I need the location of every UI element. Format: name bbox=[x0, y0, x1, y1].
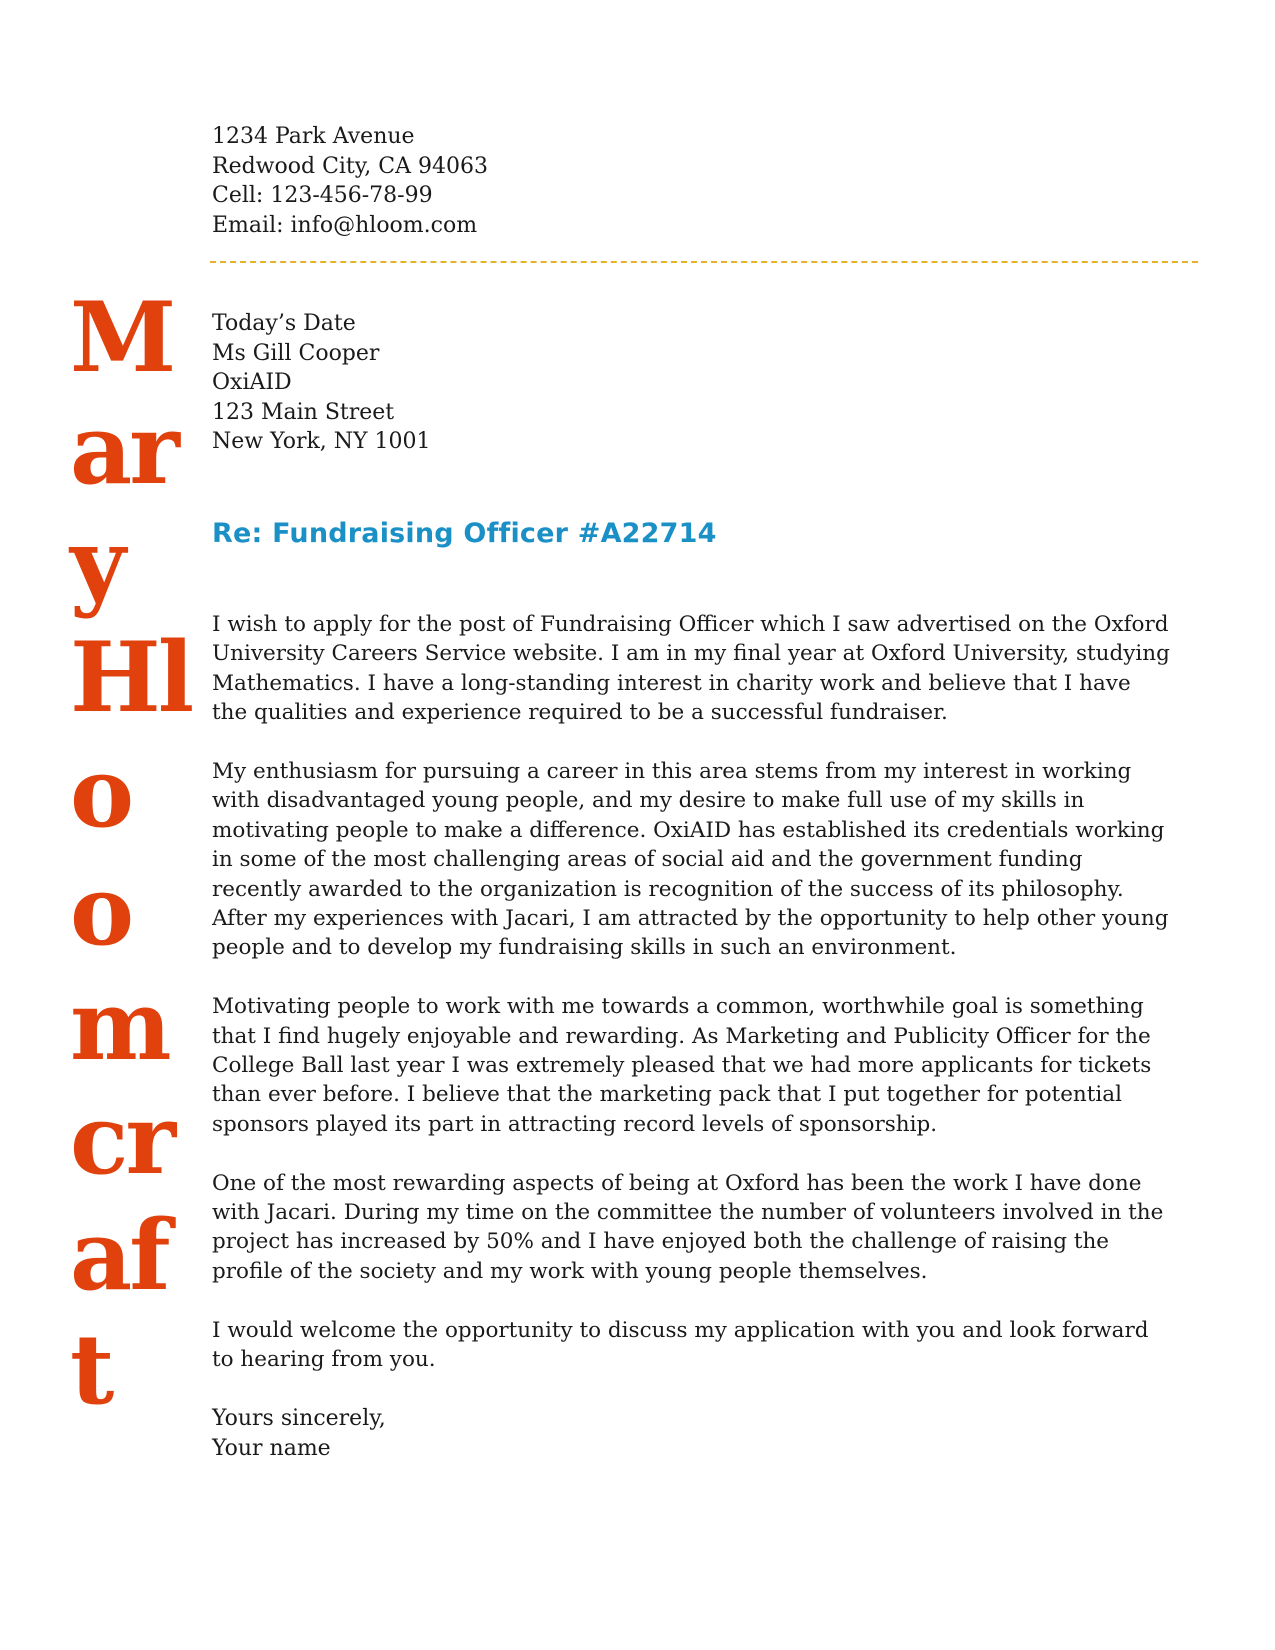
header-divider bbox=[210, 261, 1198, 263]
letter-date: Today’s Date bbox=[212, 311, 356, 336]
name-fragment: m bbox=[70, 969, 169, 1082]
name-fragment: ar bbox=[70, 393, 177, 506]
recipient-city: New York, NY 1001 bbox=[212, 429, 431, 454]
subject-line: Re: Fundraising Officer #A22714 bbox=[212, 518, 717, 549]
recipient-street: 123 Main Street bbox=[212, 399, 395, 425]
name-fragment: t bbox=[70, 1313, 112, 1426]
body-paragraph: I wish to apply for the post of Fundraising Officer which I saw advertised on the Oxford University Careers Service website. I am in my final year at Oxford University, studying Mathematics. I have a long-standing interest in charity work and believe that I have the qualities and experience required to be a successful fundraiser. bbox=[212, 612, 1170, 726]
name-fragment: af bbox=[70, 1199, 168, 1312]
name-fragment: y bbox=[70, 507, 123, 620]
recipient-name: Ms Gill Cooper bbox=[212, 340, 380, 366]
closing-salutation: Yours sincerely, bbox=[212, 1406, 386, 1431]
recipient-company: OxiAID bbox=[212, 370, 292, 395]
sender-city: Redwood City, CA 94063 bbox=[212, 153, 488, 179]
closing-block bbox=[212, 1404, 386, 1463]
letter-body bbox=[212, 610, 1172, 1404]
name-fragment: o bbox=[70, 854, 132, 967]
signature-name: Your name bbox=[212, 1435, 331, 1461]
sender-cell: Cell: 123-456-78-99 bbox=[212, 183, 433, 208]
sender-address bbox=[212, 122, 488, 240]
body-paragraph: One of the most rewarding aspects of being at Oxford has been the work I have done with Jacari. During my time on the committee the number of volunteers involved in the project has increased by 50% and I have enjoyed both the challenge of raising the profile of the society and my work with young people themselves. bbox=[212, 1170, 1164, 1284]
name-fragment: M bbox=[70, 281, 174, 394]
name-fragment: cr bbox=[70, 1083, 174, 1196]
name-fragment: Hl bbox=[70, 621, 192, 734]
name-fragment: o bbox=[70, 736, 132, 849]
sender-street: 1234 Park Avenue bbox=[212, 124, 415, 149]
sender-email: Email: info@hloom.com bbox=[212, 212, 478, 238]
body-paragraph: Motivating people to work with me towards a common, worthwhile goal is something that I find hugely enjoyable and rewarding. As Marketing and Publicity Officer for the College Ball last year I was extremely pleased that we had more applicants for tickets than ever before. I believe that the marketing pack that I put together for potential sponsors played its part in attracting record levels of sponsorship. bbox=[212, 994, 1152, 1137]
recipient-block bbox=[212, 309, 431, 457]
body-paragraph: My enthusiasm for pursuing a career in this area stems from my interest in working with disadvantaged young people, and my desire to make full use of my skills in motivating people to make a difference. OxiAID has established its credentials working in some of the most challenging areas of social aid and the government funding recently awarded to the organization is recognition of the success of its philosophy. After my experiences with Jacari, I am attracted by the opportunity to help other young people and to develop my fundraising skills in such an environment. bbox=[212, 759, 1169, 961]
body-paragraph: I would welcome the opportunity to discuss my application with you and look forward to hearing from you. bbox=[212, 1317, 1149, 1373]
